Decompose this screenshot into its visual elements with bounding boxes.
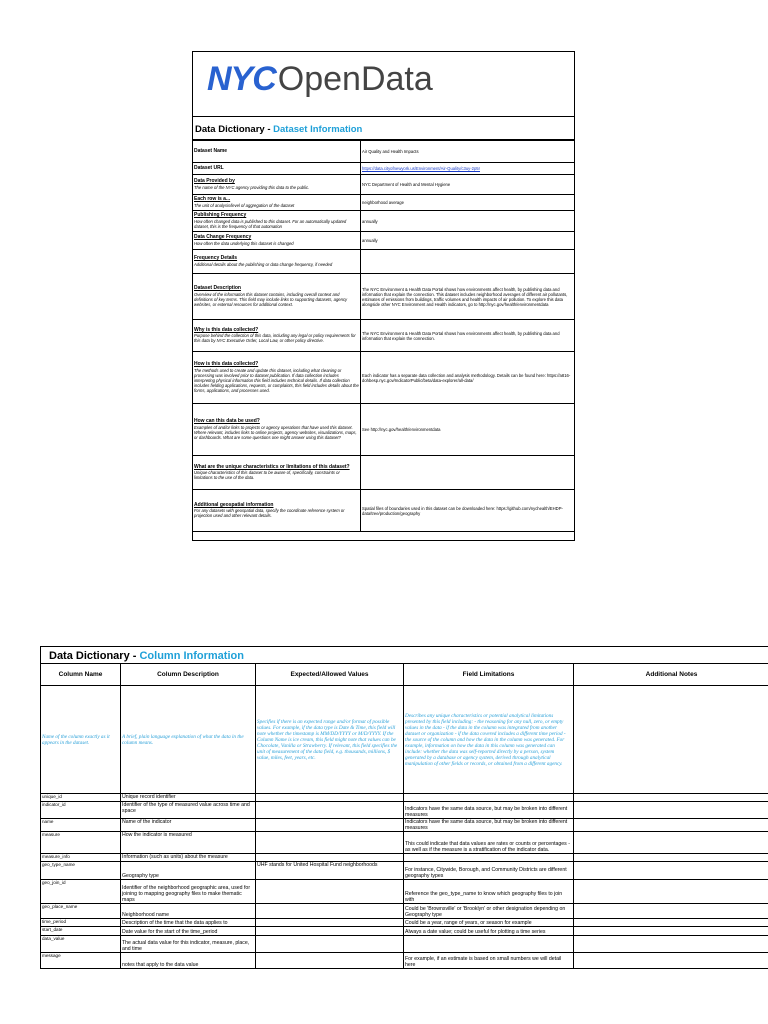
cell-notes — [574, 904, 768, 919]
cell-notes — [574, 819, 768, 832]
field-label: Why is this data collected? — [194, 326, 259, 333]
field-description: The name of the NYC agency providing this data to the public. — [194, 184, 310, 190]
table-row — [41, 862, 768, 880]
table-row — [41, 953, 768, 969]
dataset-info-label-cell — [193, 141, 361, 163]
cell-name: geo_type_name — [41, 862, 121, 880]
guide-row — [41, 686, 768, 794]
table-row — [41, 819, 768, 832]
table-row — [41, 880, 768, 904]
column-info-header-row — [41, 664, 768, 686]
cell-description: How the indicator is measured — [121, 832, 256, 854]
cell-expected — [256, 927, 404, 936]
cell-notes — [574, 919, 768, 927]
dataset-info-row — [193, 175, 574, 195]
dataset-info-row — [193, 404, 574, 456]
cell-limitations: Could be 'Brownsville' or 'Brooklyn' or other designation depending on Geography type — [404, 904, 574, 919]
guide-name: Name of the column exactly as it appears in the dataset. — [41, 686, 121, 794]
cell-limitations: For example, if an estimate is based on small numbers we will detail here — [404, 953, 574, 969]
dataset-info-value-cell: NYC Department of Health and Mental Hygiene — [361, 175, 575, 195]
guide-notes — [574, 686, 768, 794]
dataset-info-value-cell: neighborhood average — [361, 195, 575, 211]
field-description: Examples of and/or links to projects or agency operations that have used this dataset. Where relevant, includes links to online projects, agency websites, visualizations, maps, or dashboards. What are some questions one might answer using this dataset? — [194, 424, 357, 440]
cell-description: The actual data value for this indicator, measure, place, and time — [121, 936, 256, 953]
field-description: Overview of the information this dataset contains, including overall context and definitions of key terms. This field may include links to supporting datasets, agency websites, or external resources for additional context. — [194, 291, 348, 307]
cell-name: measure_info — [41, 854, 121, 862]
field-label: Frequency Details — [194, 255, 238, 262]
dataset-info-label-cell — [193, 211, 361, 232]
cell-limitations: Always a date value; could be useful for plotting a time series — [404, 927, 574, 936]
cell-notes — [574, 953, 768, 969]
title-prefix: Data Dictionary - — [49, 650, 140, 662]
header-field-limitations: Field Limitations — [404, 664, 574, 686]
dataset-info-row — [193, 232, 574, 250]
table-row — [41, 904, 768, 919]
cell-expected — [256, 802, 404, 819]
cell-notes — [574, 927, 768, 936]
cell-name: unique_id — [41, 794, 121, 802]
cell-description: Name of the indicator — [121, 819, 256, 832]
cell-expected — [256, 819, 404, 832]
cell-limitations: Indicators have the same data source, but may be broken into different measures — [404, 819, 574, 832]
field-description: Purpose behind the collection of this data, including any legal or policy requirements for this data by NYC Executive Order, Local Law, or other policy directive. — [194, 333, 356, 344]
dataset-info-row — [193, 141, 574, 163]
table-row — [41, 794, 768, 802]
field-description: For any datasets with geospatial data, specify the coordinate reference system or projection used and other relevant details. — [194, 508, 345, 519]
field-label: What are the unique characteristics or limitations of this dataset? — [194, 463, 350, 470]
dataset-info-value-cell: The NYC Environment & Health Data Portal shows how environments affect health, by publishing data and information that explain the connection. — [361, 320, 575, 352]
dataset-info-label-cell — [193, 404, 361, 456]
dataset-info-row — [193, 195, 574, 211]
cell-notes — [574, 862, 768, 880]
cell-expected — [256, 854, 404, 862]
title-highlight: Dataset Information — [273, 124, 363, 135]
guide-expected: Specifies if there is an expected range and/or format of possible values. For example, if the data type is Date & Time, this field will note whether the timestamp is MM/DD/YYYY or M/D/YYYY. If the Column Name is ice cream, this field might note that values can be Chocolate, Vanilla or Strawberry. If relevant, this field specifies the unit of measurement of the data field, e.g. thousands, millions, $ value, miles, feet, years, etc. — [256, 686, 404, 794]
dataset-info-label-cell — [193, 490, 361, 532]
title-prefix: Data Dictionary - — [195, 124, 274, 135]
dataset-info-row — [193, 352, 574, 404]
cell-expected — [256, 832, 404, 854]
dataset-info-label-cell — [193, 250, 361, 274]
logo-opendata-text: OpenData — [277, 60, 433, 98]
cell-notes — [574, 854, 768, 862]
header-additional-notes: Additional Notes — [574, 664, 768, 686]
cell-name: time_period — [41, 919, 121, 927]
cell-description: Identifier of the type of measured value across time and space — [121, 802, 256, 819]
cell-expected — [256, 904, 404, 919]
table-row — [41, 919, 768, 927]
cell-limitations: Reference the geo_type_name to know which geography files to join with — [404, 880, 574, 904]
cell-description: Description of the time that the data applies to — [121, 919, 256, 927]
dataset-info-value-cell — [361, 250, 575, 274]
table-row — [41, 936, 768, 953]
cell-limitations — [404, 794, 574, 802]
dataset-info-row — [193, 250, 574, 274]
dataset-info-label-cell — [193, 274, 361, 320]
title-highlight: Column Information — [139, 650, 244, 662]
cell-description: Unique record identifier — [121, 794, 256, 802]
nyc-opendata-logo — [207, 62, 433, 96]
cell-description: Geography type — [121, 862, 256, 880]
cell-limitations: This could indicate that data values are rates or counts or percentages - as well as if the measure is a stratification of the indicator data. — [404, 832, 574, 854]
dataset-info-row — [193, 490, 574, 532]
cell-name: message — [41, 953, 121, 969]
cell-description: Date value for the start of the time_period — [121, 927, 256, 936]
field-label: How is this data collected? — [194, 361, 259, 368]
cell-expected — [256, 953, 404, 969]
dataset-info-label-cell — [193, 195, 361, 211]
dataset-info-value-cell: Spatial files of boundaries used in this dataset can be downloaded here: https://github.com/nychealth/EHDP-data/tree/production/geography — [361, 490, 575, 532]
cell-notes — [574, 794, 768, 802]
cell-name: measure — [41, 832, 121, 854]
column-info-table — [40, 663, 768, 969]
cell-notes — [574, 802, 768, 819]
cell-expected: UHF stands for United Hospital Fund neighborhoods — [256, 862, 404, 880]
field-label: Publishing Frequency — [194, 212, 247, 219]
dataset-info-row — [193, 320, 574, 352]
field-description: The methods used to create and update this dataset, including what cleaning or processing was involved prior to dataset publication. If data collection includes interpreting physical information this field includes technical details. If data collection includes fielding applications, requests, or complaints, this field includes details about the forms, applications, and processes used. — [194, 367, 359, 393]
cell-name: start_date — [41, 927, 121, 936]
dataset-info-row — [193, 211, 574, 232]
field-description: Additional details about the publishing or data change frequency, if needed — [194, 261, 333, 267]
cell-name: geo_place_name — [41, 904, 121, 919]
cell-notes — [574, 936, 768, 953]
cell-name: data_value — [41, 936, 121, 953]
dataset-info-row — [193, 163, 574, 175]
logo-area — [193, 52, 574, 117]
dataset-info-value-cell[interactable]: https://data.cityofnewyork.us/Environment/Air-Quality/c3uy-2p5r — [361, 163, 575, 175]
dataset-info-label-cell — [193, 456, 361, 490]
field-description: The unit of analysis/level of aggregation of the dataset — [194, 202, 295, 208]
cell-expected — [256, 919, 404, 927]
field-description: How often the data underlying this dataset is changed — [194, 240, 294, 246]
dataset-info-label-cell — [193, 232, 361, 250]
field-label: How can this data be used? — [194, 418, 260, 425]
cell-expected — [256, 794, 404, 802]
cell-limitations: For instance, Citywide, Borough, and Community Districts are different geography types — [404, 862, 574, 880]
header-column-name: Column Name — [41, 664, 121, 686]
field-description: Unique characteristics of this dataset to be aware of, specifically, constraints or limitations to the use of the data. — [194, 470, 340, 481]
field-label: Data Provided by — [194, 178, 235, 185]
cell-name: geo_join_id — [41, 880, 121, 904]
dataset-info-value-cell — [361, 456, 575, 490]
dataset-info-row — [193, 274, 574, 320]
cell-expected — [256, 880, 404, 904]
logo-nyc-text: NYC — [207, 60, 276, 98]
field-label: Dataset Name — [194, 147, 228, 154]
cell-notes — [574, 832, 768, 854]
field-label: Each row is a... — [194, 196, 231, 203]
column-info-title — [40, 646, 768, 663]
cell-name: name — [41, 819, 121, 832]
dataset-information-sheet — [192, 51, 575, 541]
dataset-info-value-cell: Air Quality and Health Impacts — [361, 141, 575, 163]
field-label: Additional geospatial information — [194, 501, 274, 508]
dataset-info-row — [193, 456, 574, 490]
cell-limitations — [404, 936, 574, 953]
cell-limitations — [404, 854, 574, 862]
dataset-info-table — [193, 140, 574, 532]
dataset-info-value-cell: annually — [361, 211, 575, 232]
table-row — [41, 927, 768, 936]
cell-limitations: Indicators have the same data source, but may be broken into different measures — [404, 802, 574, 819]
table-row — [41, 854, 768, 862]
cell-limitations: Could be a year, range of years, or season for example — [404, 919, 574, 927]
dataset-info-value-cell: See http://nyc.gov/health/environmentdata — [361, 404, 575, 456]
dataset-info-label-cell — [193, 320, 361, 352]
cell-description: Neighborhood name — [121, 904, 256, 919]
field-label: Data Change Frequency — [194, 234, 252, 241]
cell-notes — [574, 880, 768, 904]
dataset-info-label-cell — [193, 175, 361, 195]
table-row — [41, 802, 768, 819]
dataset-info-label-cell — [193, 163, 361, 175]
dataset-info-title — [193, 117, 574, 140]
header-column-description: Column Description — [121, 664, 256, 686]
guide-description: A brief, plain language explanation of what the data in the column means. — [121, 686, 256, 794]
field-description: How often changed data is published to this dataset. For an automatically updated dataset, this is the frequency of that automation — [194, 218, 347, 229]
cell-description: Information (such as units) about the measure — [121, 854, 256, 862]
cell-name: indicator_id — [41, 802, 121, 819]
header-expected-values: Expected/Allowed Values — [256, 664, 404, 686]
dataset-info-label-cell — [193, 352, 361, 404]
table-row — [41, 832, 768, 854]
cell-description: Identifier of the neighborhood geographic area, used for joining to mapping geography files to make thematic maps — [121, 880, 256, 904]
dataset-info-value-cell: annually — [361, 232, 575, 250]
cell-expected — [256, 936, 404, 953]
dataset-info-value-cell: Each indicator has a separate data collection and analysis methodology. Details can be found here: https://a816-dohbesp.nyc.gov/IndicatorPublic/beta/data-explorer/all-data/ — [361, 352, 575, 404]
column-information-sheet — [40, 646, 768, 969]
cell-description: notes that apply to the data value — [121, 953, 256, 969]
guide-limitations: Describes any unique characteristics or potential analytical limitations presented by this field including: - the reasoning for any null, zero, or empty values in the data - if the data in the column was integrated from another dataset or organization - if the data covered includes a different time period - the source of the column and how the data in the column was generated. For example, information on how the data in this column was generated can include: whether the data was self-reported directly by a person, system generated by a database or agency system, derived through analytical manipulation of other fields or records, or obtained from a different agency. — [404, 686, 574, 794]
dataset-info-value-cell: The NYC Environment & Health Data Portal shows how environments affect health, by publishing data and information that explain the connection. This dataset includes neighborhood averages of different air pollutants, estimates of emissions from buildings, traffic volumes and health impacts of air pollution. To explore this data alongside other NYC Environment and Health indicators, go to http://nyc.gov/health/environmentdata — [361, 274, 575, 320]
field-label: Dataset URL — [194, 164, 224, 171]
field-label: Dataset Description — [194, 285, 241, 292]
